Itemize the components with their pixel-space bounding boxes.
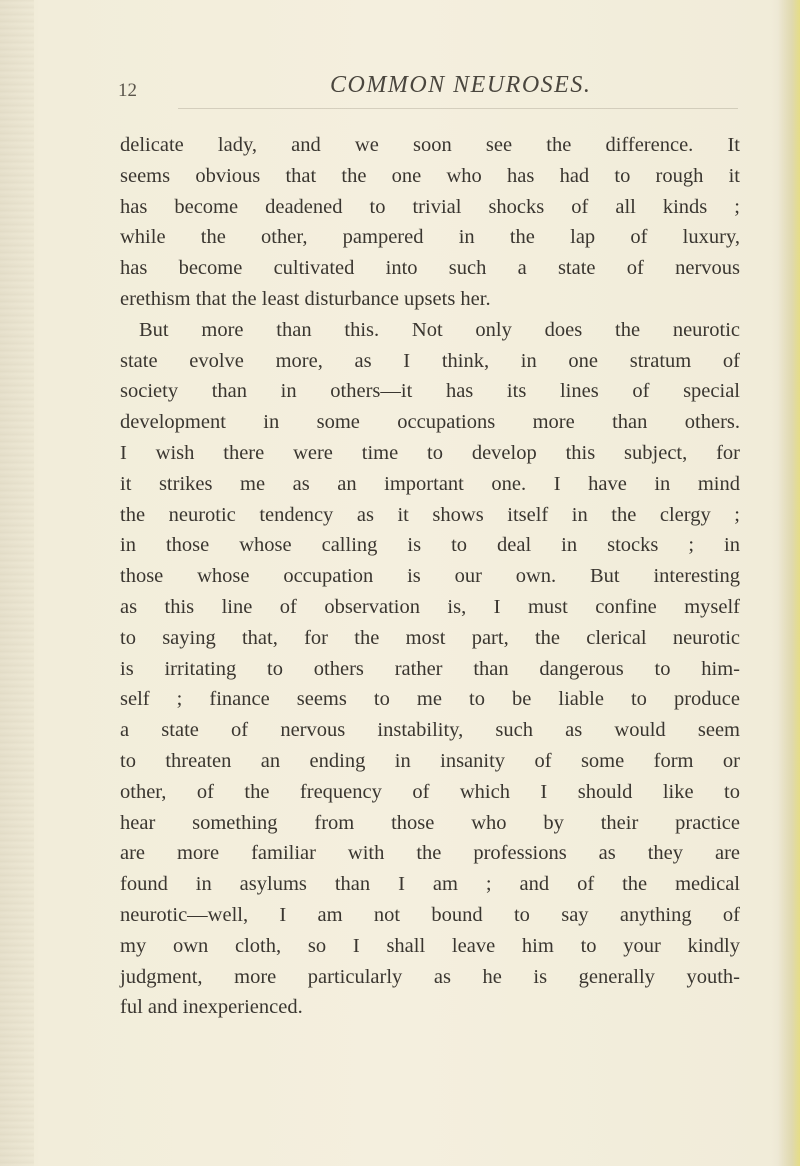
text-line: in those whose calling is to deal in stocks ; in xyxy=(120,534,740,557)
text-line: a state of nervous instability, such as would seem xyxy=(120,719,740,742)
text-line: those whose occupation is our own. But interesting xyxy=(120,565,740,588)
page-gutter-shadow xyxy=(0,0,34,1166)
page-header xyxy=(118,72,738,102)
page-edge-tint xyxy=(778,0,800,1166)
text-line: found in asylums than I am ; and of the medical xyxy=(120,873,740,896)
text-line: it strikes me as an important one. I have in mind xyxy=(120,472,740,495)
text-line: development in some occupations more than others. xyxy=(120,411,740,434)
text-line: are more familiar with the professions as they are xyxy=(120,842,740,865)
text-line: judgment, more particularly as he is generally youth- xyxy=(120,965,740,988)
text-line: delicate lady, and we soon see the difference. It xyxy=(120,134,740,156)
text-line: is irritating to others rather than dangerous to him- xyxy=(120,657,740,680)
page-number: 12 xyxy=(118,80,137,101)
running-head: COMMON NEUROSES. xyxy=(330,72,592,98)
text-line: I wish there were time to develop this subject, for xyxy=(120,441,740,464)
text-line: while the other, pampered in the lap of luxury, xyxy=(120,226,740,249)
text-line: But more than this. Not only does the neurotic xyxy=(139,318,740,341)
body-text xyxy=(120,130,740,1023)
text-line: erethism that the least disturbance upsets her. xyxy=(120,287,491,310)
text-line: my own cloth, so I shall leave him to your kindly xyxy=(120,934,740,957)
text-line: state evolve more, as I think, in one stratum of xyxy=(120,349,740,372)
header-rule xyxy=(178,108,738,109)
text-line: self ; finance seems to me to be liable to produce xyxy=(120,688,740,711)
text-line: has become cultivated into such a state of nervous xyxy=(120,257,740,280)
text-line: other, of the frequency of which I should like to xyxy=(120,780,740,803)
text-line: the neurotic tendency as it shows itself in the clergy ; xyxy=(120,503,740,526)
text-line: to threaten an ending in insanity of some form or xyxy=(120,749,740,772)
text-line: to saying that, for the most part, the clerical neurotic xyxy=(120,626,740,649)
text-line: as this line of observation is, I must confine myself xyxy=(120,595,740,618)
text-line: ful and inexperienced. xyxy=(120,996,303,1019)
text-line: hear something from those who by their practice xyxy=(120,811,740,834)
text-line: has become deadened to trivial shocks of all kinds ; xyxy=(120,195,740,218)
text-line: seems obvious that the one who has had to rough it xyxy=(120,164,740,187)
text-line: neurotic—well, I am not bound to say anything of xyxy=(120,903,740,926)
text-line: society than in others—it has its lines of special xyxy=(120,380,740,403)
